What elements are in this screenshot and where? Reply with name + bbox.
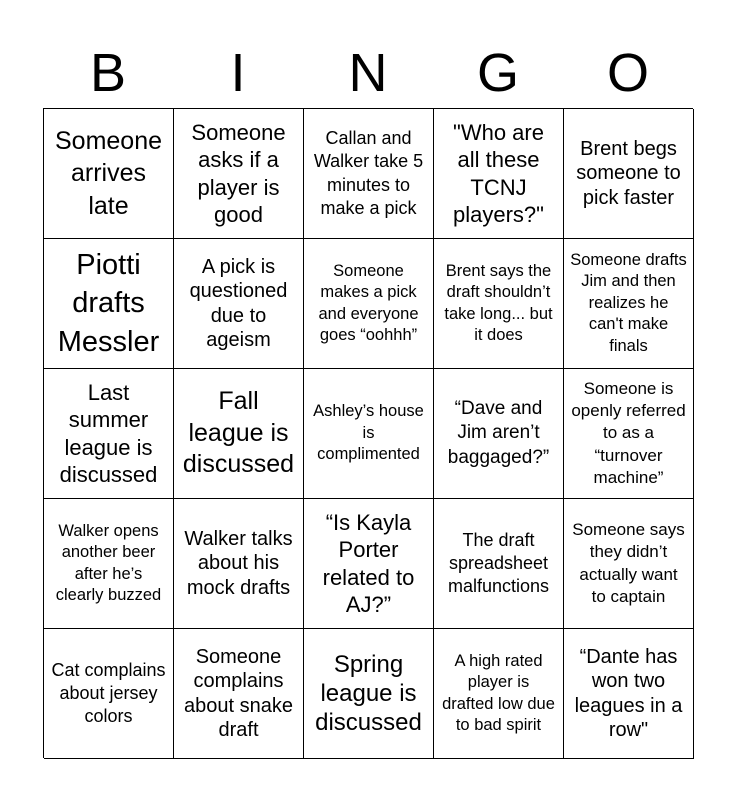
bingo-cell-i1[interactable]	[174, 109, 304, 239]
cell-text: “Is Kayla Porter related to AJ?”	[322, 509, 415, 617]
bingo-cell-i4[interactable]	[174, 499, 304, 629]
bingo-board	[43, 108, 693, 758]
cell-text: Callan and Walker take 5 minutes to make a pick	[313, 128, 424, 218]
bingo-cell-i3[interactable]	[174, 369, 304, 499]
header-letter-b: B	[89, 43, 127, 103]
cell-text: Last summer league is discussed	[59, 379, 158, 487]
header-letter-i: I	[230, 43, 246, 103]
cell-text: “Dante has won two leagues in a row"	[574, 645, 683, 741]
bingo-cell-b2[interactable]	[44, 239, 174, 369]
bingo-cell-g5[interactable]	[434, 629, 564, 759]
cell-text: Walker talks about his mock drafts	[184, 527, 293, 599]
cell-text: Someone asks if a player is good	[191, 119, 286, 227]
bingo-cell-g1[interactable]	[434, 109, 564, 239]
bingo-cell-b3[interactable]	[44, 369, 174, 499]
bingo-cell-n1[interactable]	[304, 109, 434, 239]
bingo-cell-b1[interactable]	[44, 109, 174, 239]
cell-text: Someone makes a pick and everyone goes “oohhh”	[318, 261, 419, 344]
cell-text: A pick is questioned due to ageism	[189, 255, 288, 351]
bingo-cell-o3[interactable]	[564, 369, 694, 499]
bingo-cell-o5[interactable]	[564, 629, 694, 759]
cell-text: Piotti drafts Messler	[57, 249, 160, 358]
bingo-cell-n4[interactable]	[304, 499, 434, 629]
cell-text: Cat complains about jersey colors	[51, 659, 166, 727]
bingo-cell-b5[interactable]	[44, 629, 174, 759]
cell-text: Fall league is discussed	[182, 387, 295, 479]
cell-text: Someone is openly referred to as a “turnover machine”	[571, 379, 686, 487]
cell-text: "Who are all these TCNJ players?"	[453, 119, 544, 227]
cell-text: Someone says they didn’t actually want to captain	[572, 520, 685, 606]
cell-text: Someone arrives late	[54, 126, 163, 220]
cell-text: Ashley’s house is complimented	[313, 402, 424, 464]
bingo-cell-i5[interactable]	[174, 629, 304, 759]
bingo-cell-g4[interactable]	[434, 499, 564, 629]
bingo-cell-o4[interactable]	[564, 499, 694, 629]
bingo-cell-n5[interactable]	[304, 629, 434, 759]
cell-text: “Dave and Jim aren’t baggaged?”	[447, 398, 550, 468]
cell-text: The draft spreadsheet malfunctions	[447, 529, 550, 597]
cell-text: Someone drafts Jim and then realizes he can't make finals	[570, 250, 687, 355]
cell-text: Walker opens another beer after he’s clearly buzzed	[55, 521, 162, 604]
header-letter-g: G	[476, 43, 519, 103]
bingo-cell-g3[interactable]	[434, 369, 564, 499]
bingo-cell-g2[interactable]	[434, 239, 564, 369]
bingo-cell-o1[interactable]	[564, 109, 694, 239]
bingo-header	[43, 38, 693, 108]
cell-text: Someone complains about snake draft	[184, 645, 293, 741]
bingo-cell-i2[interactable]	[174, 239, 304, 369]
cell-text: Brent begs someone to pick faster	[576, 137, 681, 209]
cell-text: Spring league is discussed	[315, 650, 422, 737]
bingo-cell-o2[interactable]	[564, 239, 694, 369]
bingo-cell-n2[interactable]	[304, 239, 434, 369]
cell-text: A high rated player is drafted low due to bad spirit	[442, 651, 555, 734]
bingo-cell-b4[interactable]	[44, 499, 174, 629]
bingo-cell-n3[interactable]	[304, 369, 434, 499]
header-letter-n: N	[348, 43, 388, 103]
header-letter-o: O	[606, 43, 649, 103]
cell-text: Brent says the draft shouldn’t take long... but it does	[444, 261, 553, 344]
